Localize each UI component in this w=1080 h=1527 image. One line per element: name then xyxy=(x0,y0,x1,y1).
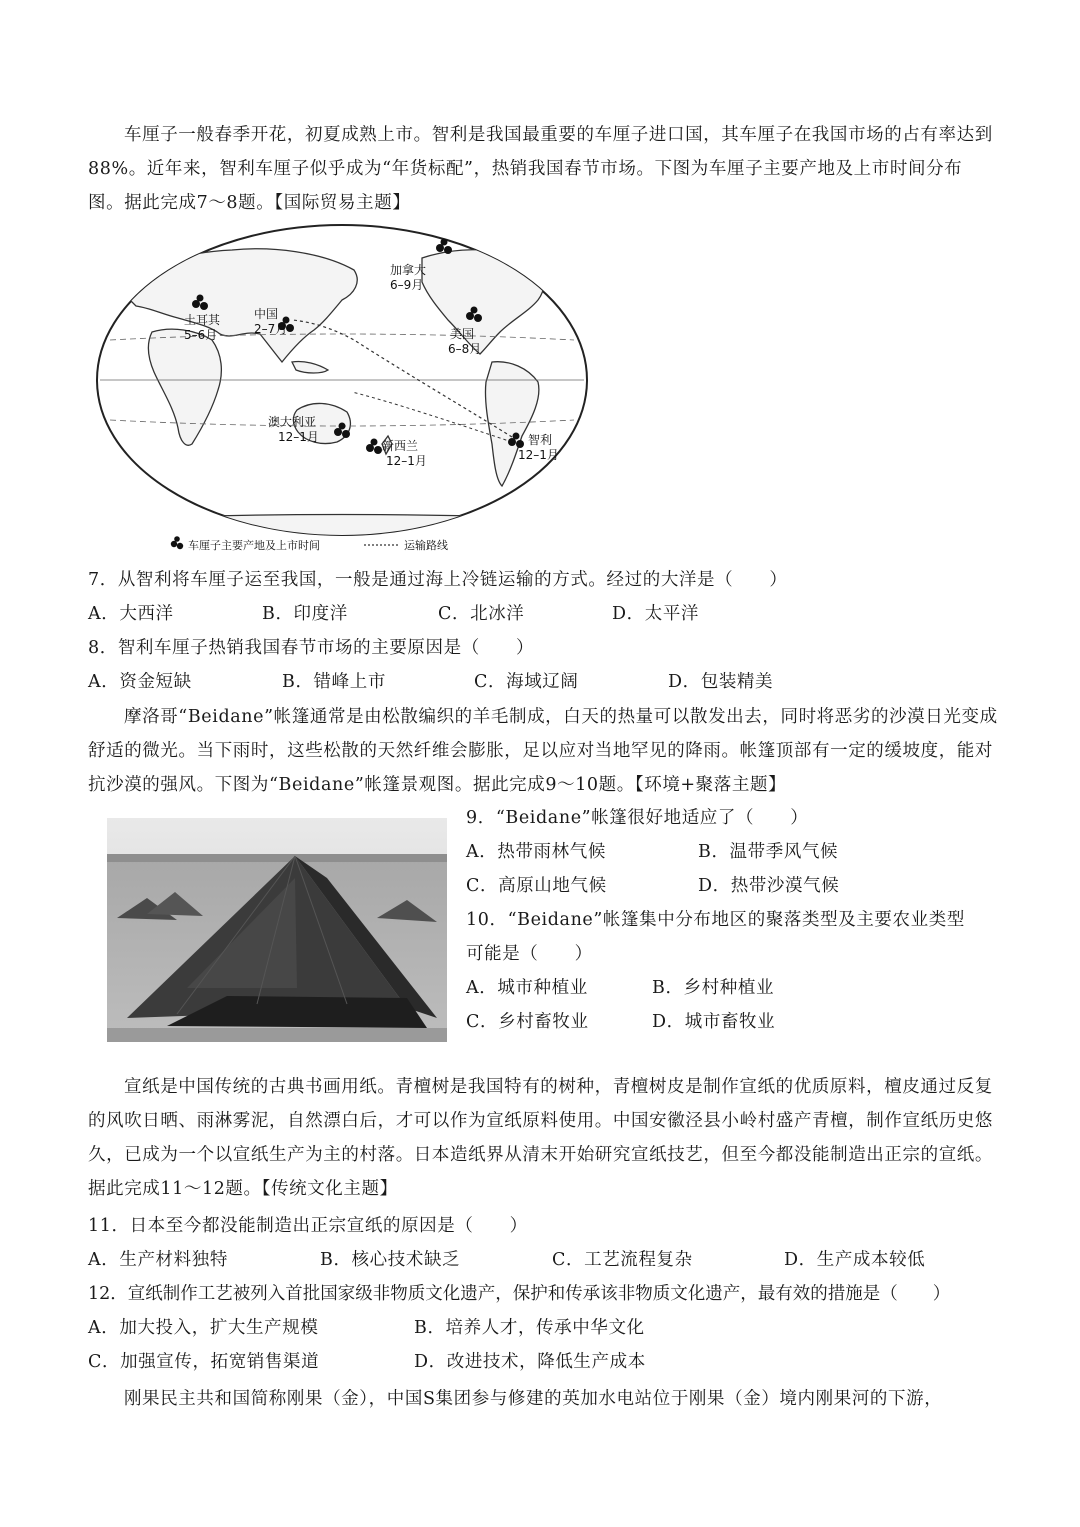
q8-stem: 8．智利车厘子热销我国春节市场的主要原因是（ ） xyxy=(88,638,535,658)
passage-tent xyxy=(88,700,998,802)
q11-option-c[interactable]: C．工艺流程复杂 xyxy=(552,1250,693,1270)
q7-option-c[interactable]: C．北冰洋 xyxy=(438,604,525,624)
q10-option-d[interactable]: D．城市畜牧业 xyxy=(652,1012,776,1032)
map-label-australia: 澳大利亚 xyxy=(268,415,317,429)
map-label-canada-time: 6–9月 xyxy=(390,278,424,292)
map-label-newzealand-time: 12–1月 xyxy=(386,454,427,468)
q8-option-a[interactable]: A．资金短缺 xyxy=(88,672,192,692)
q10-stem-line1: 10．“Beidane”帐篷集中分布地区的聚落类型及主要农业类型 xyxy=(466,910,965,930)
cherry-world-map xyxy=(92,222,592,557)
map-label-usa-time: 6–8月 xyxy=(448,342,482,356)
q9-option-a[interactable]: A．热带雨林气候 xyxy=(466,842,606,862)
legend-route-label: 运输路线 xyxy=(404,539,448,552)
passage-tent-text: 摩洛哥“Beidane”帐篷通常是由松散编织的羊毛制成，白天的热量可以散发出去，同时将恶劣的沙漠日光变成舒适的微光。当下雨时，这些松散的天然纤维会膨胀，足以应对当地罕见的降雨。帐篷顶部有一定的缓坡度，能对抗沙漠的强风。下图为“Beidane”帐篷景观图。据此完成9～10题。【环境+聚落主题】 xyxy=(88,707,998,795)
map-label-newzealand: 新西兰 xyxy=(382,439,419,453)
q8-option-d[interactable]: D．包装精美 xyxy=(668,672,774,692)
q12-option-c[interactable]: C．加强宣传，拓宽销售渠道 xyxy=(88,1352,320,1372)
map-label-canada: 加拿大 xyxy=(390,263,427,277)
map-label-chile-time: 12–1月 xyxy=(518,448,559,462)
passage-xuanzhi-text: 宣纸是中国传统的古典书画用纸。青檀树是我国特有的树种，青檀树皮是制作宣纸的优质原料，檀皮通过反复的风吹日晒、雨淋雾泥，自然漂白后，才可以作为宣纸原料使用。中国安徽泾县小岭村盛产青檀，制作宣纸历史悠久，已成为一个以宣纸生产为主的村落。日本造纸界从清末开始研究宣纸技艺，但至今都没能制造出正宗的宣纸。据此完成11～12题。【传统文化主题】 xyxy=(88,1077,993,1199)
q11-option-a[interactable]: A．生产材料独特 xyxy=(88,1250,228,1270)
q10-option-a[interactable]: A．城市种植业 xyxy=(466,978,588,998)
map-label-turkey: 土耳其 xyxy=(184,313,221,327)
q9-option-b[interactable]: B．温带季风气候 xyxy=(698,842,839,862)
q11-option-b[interactable]: B．核心技术缺乏 xyxy=(320,1250,461,1270)
map-label-turkey-time: 5–6月 xyxy=(184,328,218,342)
map-legend xyxy=(171,536,448,552)
q7-stem: 7．从智利将车厘子运至我国，一般是通过海上冷链运输的方式。经过的大洋是（ ） xyxy=(88,570,788,590)
map-label-china-time: 2–7月 xyxy=(254,322,288,336)
q11-option-d[interactable]: D．生产成本较低 xyxy=(784,1250,926,1270)
q8-option-c[interactable]: C．海域辽阔 xyxy=(474,672,579,692)
q12-option-d[interactable]: D．改进技术，降低生产成本 xyxy=(414,1352,646,1372)
legend-cherry-label: 车厘子主要产地及上市时间 xyxy=(188,539,320,552)
q12-stem: 12．宣纸制作工艺被列入首批国家级非物质文化遗产，保护和传承该非物质文化遗产，最有效的措施是（ ） xyxy=(88,1284,951,1304)
passage-xuanzhi xyxy=(88,1070,998,1206)
q11-stem: 11．日本至今都没能制造出正宗宣纸的原因是（ ） xyxy=(88,1216,528,1236)
q8-option-b[interactable]: B．错峰上市 xyxy=(282,672,386,692)
map-label-usa: 美国 xyxy=(450,327,475,341)
q10-option-c[interactable]: C．乡村畜牧业 xyxy=(466,1012,589,1032)
map-label-chile: 智利 xyxy=(528,433,553,447)
q9-option-d[interactable]: D．热带沙漠气候 xyxy=(698,876,840,896)
tent-photo xyxy=(107,818,447,1042)
passage-cherry xyxy=(88,118,998,220)
map-label-australia-time: 12–1月 xyxy=(278,430,319,444)
q12-option-b[interactable]: B．培养人才，传承中华文化 xyxy=(414,1318,645,1338)
q9-option-c[interactable]: C．高原山地气候 xyxy=(466,876,607,896)
passage-congo xyxy=(88,1382,998,1416)
map-label-china: 中国 xyxy=(254,307,279,321)
q7-option-d[interactable]: D．太平洋 xyxy=(612,604,700,624)
q9-stem: 9．“Beidane”帐篷很好地适应了（ ） xyxy=(466,808,809,828)
passage-congo-text: 刚果民主共和国简称刚果（金），中国S集团参与修建的英加水电站位于刚果（金）境内刚果河的下游， xyxy=(124,1389,943,1409)
q10-stem-line2: 可能是（ ） xyxy=(466,944,593,964)
q12-option-a[interactable]: A．加大投入，扩大生产规模 xyxy=(88,1318,319,1338)
passage-cherry-text: 车厘子一般春季开花，初夏成熟上市。智利是我国最重要的车厘子进口国，其车厘子在我国市场的占有率达到88%。近年来，智利车厘子似乎成为“年货标配”，热销我国春节市场。下图为车厘子主要产地及上市时间分布图。据此完成7～8题。【国际贸易主题】 xyxy=(88,125,993,213)
q10-option-b[interactable]: B．乡村种植业 xyxy=(652,978,775,998)
q7-option-b[interactable]: B．印度洋 xyxy=(262,604,348,624)
q7-option-a[interactable]: A．大西洋 xyxy=(88,604,174,624)
